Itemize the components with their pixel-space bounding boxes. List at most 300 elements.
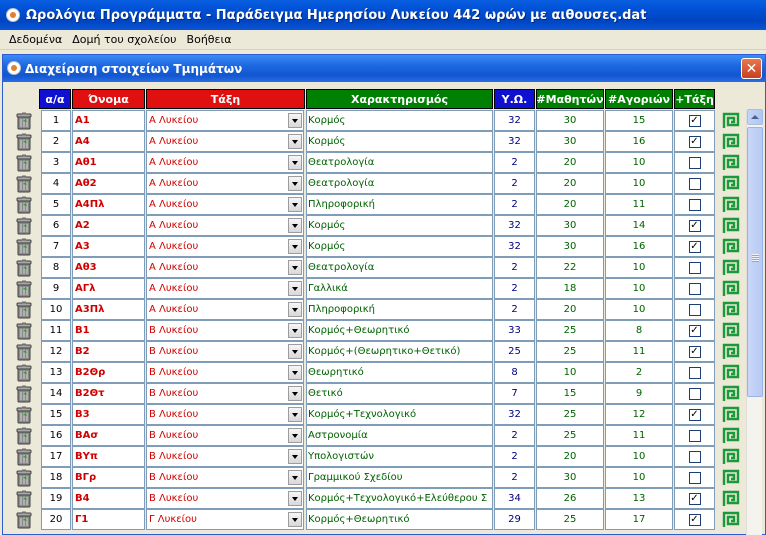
trash-icon[interactable] [14, 175, 34, 193]
chevron-down-icon[interactable] [288, 386, 302, 401]
class-select[interactable] [146, 278, 304, 299]
plus-class-cell [674, 236, 715, 257]
yo-field[interactable]: 2 [494, 278, 535, 299]
boys-field[interactable]: 10 [605, 446, 673, 467]
chevron-down-icon[interactable] [288, 428, 302, 443]
table-row [0, 425, 766, 446]
plus-class-cell [674, 278, 715, 299]
boys-field[interactable]: 10 [605, 152, 673, 173]
plus-class-cell [674, 215, 715, 236]
table-row [0, 404, 766, 425]
students-field[interactable]: 22 [536, 257, 604, 278]
class-select[interactable] [146, 488, 304, 509]
chevron-down-icon[interactable] [288, 134, 302, 149]
chevron-down-icon[interactable] [288, 491, 302, 506]
close-button[interactable] [741, 58, 762, 79]
characterization-field[interactable]: Κορμός+Τεχνολογικό+Ελεύθερου Σ [306, 488, 493, 509]
yo-field[interactable]: 8 [494, 362, 535, 383]
row-aa: 11 [41, 320, 71, 341]
yo-field[interactable]: 33 [494, 320, 535, 341]
greek-key-icon[interactable] [722, 406, 742, 424]
table-row [0, 362, 766, 383]
chevron-down-icon[interactable] [288, 365, 302, 380]
students-field[interactable]: 30 [536, 236, 604, 257]
table-row [0, 320, 766, 341]
boys-field[interactable]: 10 [605, 173, 673, 194]
characterization-field[interactable]: Γραμμικού Σχεδίου [306, 467, 493, 488]
table-row [0, 278, 766, 299]
trash-icon[interactable] [14, 259, 34, 277]
students-field[interactable]: 26 [536, 488, 604, 509]
class-select[interactable] [146, 362, 304, 383]
plus-class-cell [674, 110, 715, 131]
greek-key-icon[interactable] [722, 133, 742, 151]
plus-class-cell [674, 362, 715, 383]
greek-key-icon[interactable] [722, 238, 742, 256]
section-name-field[interactable]: Αθ3 [72, 257, 145, 278]
characterization-field[interactable]: Κορμός+Θεωρητικό [306, 320, 493, 341]
header-boys: #Αγοριών [605, 89, 673, 109]
class-select-value: Α Λυκείου [149, 241, 199, 252]
row-aa: 14 [41, 383, 71, 404]
plus-class-checkbox[interactable]: ✓ [690, 135, 699, 147]
plus-class-checkbox[interactable] [689, 472, 701, 484]
characterization-field[interactable]: Θεατρολογία [306, 173, 493, 194]
class-select-value: Β Λυκείου [149, 409, 199, 420]
row-aa: 6 [41, 215, 71, 236]
plus-class-checkbox[interactable] [689, 304, 701, 316]
table-row [0, 383, 766, 404]
class-select[interactable] [146, 446, 304, 467]
chevron-down-icon[interactable] [288, 512, 302, 527]
students-field[interactable]: 20 [536, 446, 604, 467]
plus-class-checkbox[interactable]: ✓ [690, 492, 699, 504]
class-select-value: Α Λυκείου [149, 157, 199, 168]
sections-window-title: Διαχείριση στοιχείων Τμημάτων [25, 61, 243, 76]
menu-help[interactable]: Βοήθεια [186, 33, 232, 46]
yo-field[interactable]: 2 [494, 299, 535, 320]
plus-class-cell [674, 194, 715, 215]
plus-class-cell [674, 341, 715, 362]
yo-field[interactable]: 32 [494, 110, 535, 131]
row-aa: 17 [41, 446, 71, 467]
table-row [0, 446, 766, 467]
trash-icon[interactable] [14, 343, 34, 361]
chevron-down-icon[interactable] [288, 323, 302, 338]
table-row [0, 467, 766, 488]
row-aa: 18 [41, 467, 71, 488]
greek-key-icon[interactable] [722, 196, 742, 214]
greek-key-icon[interactable] [722, 490, 742, 508]
plus-class-cell [674, 467, 715, 488]
characterization-field[interactable]: Γαλλικά [306, 278, 493, 299]
window-icon [7, 61, 21, 75]
students-field[interactable]: 25 [536, 341, 604, 362]
trash-icon[interactable] [14, 406, 34, 424]
students-field[interactable]: 25 [536, 425, 604, 446]
characterization-field[interactable]: Πληροφορική [306, 194, 493, 215]
chevron-down-icon[interactable] [288, 407, 302, 422]
table-row [0, 194, 766, 215]
greek-key-icon[interactable] [722, 217, 742, 235]
section-name-field[interactable]: Β4 [72, 488, 145, 509]
class-select[interactable] [146, 152, 304, 173]
table-header [0, 89, 766, 109]
plus-class-cell [674, 383, 715, 404]
plus-class-cell [674, 152, 715, 173]
trash-icon[interactable] [14, 469, 34, 487]
plus-class-cell [674, 488, 715, 509]
characterization-field[interactable]: Θεατρολογία [306, 152, 493, 173]
section-name-field[interactable]: Α4 [72, 131, 145, 152]
greek-key-icon[interactable] [722, 301, 742, 319]
class-select-value: Α Λυκείου [149, 304, 199, 315]
characterization-field[interactable]: Κορμός [306, 110, 493, 131]
yo-field[interactable]: 2 [494, 425, 535, 446]
class-select-value: Α Λυκείου [149, 199, 199, 210]
class-select-value: Γ Λυκείου [149, 514, 197, 525]
section-name-field[interactable]: Αθ2 [72, 173, 145, 194]
characterization-field[interactable]: Αστρονομία [306, 425, 493, 446]
plus-class-checkbox[interactable]: ✓ [690, 114, 699, 126]
trash-icon[interactable] [14, 280, 34, 298]
yo-field[interactable]: 25 [494, 341, 535, 362]
trash-icon[interactable] [14, 301, 34, 319]
class-select-value: Α Λυκείου [149, 220, 199, 231]
characterization-field[interactable]: Κορμός+Τεχνολογικό [306, 404, 493, 425]
plus-class-checkbox[interactable]: ✓ [690, 345, 699, 357]
greek-key-icon[interactable] [722, 364, 742, 382]
greek-key-icon[interactable] [722, 427, 742, 445]
plus-class-checkbox[interactable]: ✓ [690, 513, 699, 525]
header-name: Όνομα [72, 89, 145, 109]
plus-class-checkbox[interactable] [689, 430, 701, 442]
trash-icon[interactable] [14, 322, 34, 340]
app-icon [6, 8, 20, 22]
greek-key-icon[interactable] [722, 175, 742, 193]
plus-class-checkbox[interactable]: ✓ [690, 324, 699, 336]
plus-class-cell [674, 299, 715, 320]
class-select[interactable] [146, 467, 304, 488]
students-field[interactable]: 30 [536, 131, 604, 152]
students-field[interactable]: 15 [536, 383, 604, 404]
characterization-field[interactable]: Κορμός [306, 215, 493, 236]
header-yo: Υ.Ω. [494, 89, 535, 109]
row-aa: 16 [41, 425, 71, 446]
students-field[interactable]: 30 [536, 110, 604, 131]
characterization-field[interactable]: Θεωρητικό [306, 362, 493, 383]
section-name-field[interactable]: ΒΑσ [72, 425, 145, 446]
chevron-down-icon[interactable] [288, 155, 302, 170]
plus-class-cell [674, 446, 715, 467]
row-aa: 2 [41, 131, 71, 152]
class-select-value: Α Λυκείου [149, 262, 199, 273]
students-field[interactable]: 30 [536, 467, 604, 488]
plus-class-checkbox[interactable] [689, 388, 701, 400]
boys-field[interactable]: 10 [605, 467, 673, 488]
chevron-down-icon[interactable] [288, 260, 302, 275]
yo-field[interactable]: 7 [494, 383, 535, 404]
boys-field[interactable]: 9 [605, 383, 673, 404]
section-name-field[interactable]: Α3Πλ [72, 299, 145, 320]
section-name-field[interactable]: Β2Θρ [72, 362, 145, 383]
class-select-value: Β Λυκείου [149, 472, 199, 483]
class-select-value: Α Λυκείου [149, 178, 199, 189]
characterization-field[interactable]: Κορμός+(Θεωρητικο+Θετικό) [306, 341, 493, 362]
students-field[interactable]: 25 [536, 320, 604, 341]
chevron-down-icon[interactable] [288, 281, 302, 296]
class-select[interactable] [146, 404, 304, 425]
greek-key-icon[interactable] [722, 112, 742, 130]
menu-data[interactable]: Δεδομένα [9, 33, 63, 46]
chevron-down-icon[interactable] [288, 449, 302, 464]
class-select-value: Β Λυκείου [149, 430, 199, 441]
chevron-down-icon[interactable] [288, 197, 302, 212]
characterization-field[interactable]: Κορμός+Θεωρητικό [306, 509, 493, 530]
trash-icon[interactable] [14, 196, 34, 214]
section-name-field[interactable]: Β3 [72, 404, 145, 425]
chevron-down-icon[interactable] [288, 344, 302, 359]
boys-field[interactable]: 11 [605, 425, 673, 446]
section-name-field[interactable]: Β2Θτ [72, 383, 145, 404]
trash-icon[interactable] [14, 133, 34, 151]
class-select[interactable] [146, 173, 304, 194]
class-select-value: Β Λυκείου [149, 388, 199, 399]
boys-field[interactable]: 13 [605, 488, 673, 509]
menu-bar [0, 30, 766, 50]
trash-icon[interactable] [14, 448, 34, 466]
chevron-down-icon[interactable] [288, 113, 302, 128]
characterization-field[interactable]: Κορμός [306, 131, 493, 152]
boys-field[interactable]: 8 [605, 320, 673, 341]
row-aa: 9 [41, 278, 71, 299]
class-select-value: Α Λυκείου [149, 283, 199, 294]
boys-field[interactable]: 11 [605, 341, 673, 362]
characterization-field[interactable]: Θεατρολογία [306, 257, 493, 278]
yo-field[interactable]: 2 [494, 257, 535, 278]
trash-icon[interactable] [14, 511, 34, 529]
section-name-field[interactable]: Γ1 [72, 509, 145, 530]
scroll-thumb[interactable] [747, 127, 763, 397]
characterization-field[interactable]: Υπολογιστών [306, 446, 493, 467]
plus-class-checkbox[interactable] [689, 157, 701, 169]
greek-key-icon[interactable] [722, 511, 742, 529]
table-row [0, 131, 766, 152]
class-select[interactable] [146, 110, 304, 131]
greek-key-icon[interactable] [722, 322, 742, 340]
vertical-scrollbar[interactable] [746, 109, 762, 535]
yo-field[interactable]: 2 [494, 446, 535, 467]
row-aa: 1 [41, 110, 71, 131]
yo-field[interactable]: 32 [494, 404, 535, 425]
row-aa: 3 [41, 152, 71, 173]
row-aa: 19 [41, 488, 71, 509]
row-aa: 7 [41, 236, 71, 257]
section-name-field[interactable]: Α4Πλ [72, 194, 145, 215]
class-select-value: Α Λυκείου [149, 115, 199, 126]
plus-class-cell [674, 173, 715, 194]
table-row [0, 299, 766, 320]
table-row [0, 341, 766, 362]
boys-field[interactable]: 2 [605, 362, 673, 383]
plus-class-checkbox[interactable] [689, 283, 701, 295]
plus-class-cell [674, 404, 715, 425]
characterization-field[interactable]: Θετικό [306, 383, 493, 404]
class-select-value: Α Λυκείου [149, 136, 199, 147]
greek-key-icon[interactable] [722, 385, 742, 403]
table-row [0, 488, 766, 509]
section-name-field[interactable]: Β1 [72, 320, 145, 341]
section-name-field[interactable]: Α3 [72, 236, 145, 257]
class-select[interactable] [146, 320, 304, 341]
row-aa: 4 [41, 173, 71, 194]
plus-class-cell [674, 131, 715, 152]
class-select-value: Β Λυκείου [149, 325, 199, 336]
section-name-field[interactable]: Αθ1 [72, 152, 145, 173]
section-name-field[interactable]: Β2 [72, 341, 145, 362]
class-select[interactable] [146, 299, 304, 320]
plus-class-cell [674, 425, 715, 446]
class-select[interactable] [146, 509, 304, 530]
section-name-field[interactable]: ΒΓρ [72, 467, 145, 488]
characterization-field[interactable]: Πληροφορική [306, 299, 493, 320]
students-field[interactable]: 10 [536, 362, 604, 383]
header-students: #Μαθητών [536, 89, 604, 109]
plus-class-checkbox[interactable] [689, 199, 701, 211]
students-field[interactable]: 20 [536, 152, 604, 173]
class-select-value: Β Λυκείου [149, 346, 199, 357]
plus-class-cell [674, 509, 715, 530]
row-aa: 12 [41, 341, 71, 362]
section-name-field[interactable]: Α1 [72, 110, 145, 131]
header-class: Τάξη [146, 89, 305, 109]
plus-class-checkbox[interactable]: ✓ [690, 219, 699, 231]
header-plus-class: +Τάξη [674, 89, 715, 109]
yo-field[interactable]: 2 [494, 173, 535, 194]
students-field[interactable]: 18 [536, 278, 604, 299]
class-select[interactable] [146, 194, 304, 215]
header-characterization: Χαρακτηρισμός [306, 89, 493, 109]
class-select[interactable] [146, 215, 304, 236]
students-field[interactable]: 20 [536, 173, 604, 194]
students-field[interactable]: 30 [536, 215, 604, 236]
section-name-field[interactable]: Α2 [72, 215, 145, 236]
plus-class-cell [674, 320, 715, 341]
students-field[interactable]: 20 [536, 299, 604, 320]
class-select[interactable] [146, 341, 304, 362]
yo-field[interactable]: 2 [494, 152, 535, 173]
yo-field[interactable]: 34 [494, 488, 535, 509]
characterization-field[interactable]: Κορμός [306, 236, 493, 257]
table-row [0, 257, 766, 278]
trash-icon[interactable] [14, 217, 34, 235]
table-row [0, 152, 766, 173]
class-select[interactable] [146, 383, 304, 404]
yo-field[interactable]: 32 [494, 215, 535, 236]
section-name-field[interactable]: ΒΥπ [72, 446, 145, 467]
chevron-down-icon[interactable] [288, 239, 302, 254]
plus-class-checkbox[interactable] [689, 367, 701, 379]
plus-class-checkbox[interactable] [689, 262, 701, 274]
greek-key-icon[interactable] [722, 343, 742, 361]
class-select-value: Β Λυκείου [149, 451, 199, 462]
boys-field[interactable]: 14 [605, 215, 673, 236]
greek-key-icon[interactable] [722, 280, 742, 298]
table-row [0, 236, 766, 257]
class-select[interactable] [146, 131, 304, 152]
greek-key-icon[interactable] [722, 154, 742, 172]
chevron-down-icon[interactable] [288, 302, 302, 317]
class-select[interactable] [146, 257, 304, 278]
boys-field[interactable]: 16 [605, 236, 673, 257]
boys-field[interactable]: 10 [605, 278, 673, 299]
close-icon: ✕ [745, 60, 758, 77]
table-row [0, 110, 766, 131]
yo-field[interactable]: 32 [494, 131, 535, 152]
chevron-down-icon[interactable] [288, 218, 302, 233]
row-aa: 8 [41, 257, 71, 278]
trash-icon[interactable] [14, 112, 34, 130]
students-field[interactable]: 25 [536, 509, 604, 530]
row-aa: 15 [41, 404, 71, 425]
boys-field[interactable]: 12 [605, 404, 673, 425]
yo-field[interactable]: 2 [494, 467, 535, 488]
table-row [0, 173, 766, 194]
class-select[interactable] [146, 236, 304, 257]
trash-icon[interactable] [14, 364, 34, 382]
students-field[interactable]: 25 [536, 404, 604, 425]
greek-key-icon[interactable] [722, 469, 742, 487]
boys-field[interactable]: 15 [605, 110, 673, 131]
boys-field[interactable]: 16 [605, 131, 673, 152]
trash-icon[interactable] [14, 385, 34, 403]
plus-class-checkbox[interactable]: ✓ [690, 240, 699, 252]
trash-icon[interactable] [14, 427, 34, 445]
plus-class-cell [674, 257, 715, 278]
greek-key-icon[interactable] [722, 448, 742, 466]
greek-key-icon[interactable] [722, 259, 742, 277]
scroll-up-button[interactable] [747, 109, 763, 125]
row-aa: 20 [41, 509, 71, 530]
app-title: Ωρολόγια Προγράμματα - Παράδειγμα Ημερησίου Λυκείου 442 ωρών με αιθουσες.dat [26, 7, 647, 23]
class-select-value: Β Λυκείου [149, 493, 199, 504]
menu-school-structure[interactable]: Δομή του σχολείου [72, 33, 177, 46]
chevron-down-icon[interactable] [288, 470, 302, 485]
yo-field[interactable]: 2 [494, 194, 535, 215]
app-title-bar [0, 0, 766, 30]
boys-field[interactable]: 10 [605, 299, 673, 320]
boys-field[interactable]: 11 [605, 194, 673, 215]
class-select[interactable] [146, 425, 304, 446]
plus-class-checkbox[interactable] [689, 178, 701, 190]
trash-icon[interactable] [14, 238, 34, 256]
header-aa: α/α [39, 89, 71, 109]
yo-field[interactable]: 29 [494, 509, 535, 530]
trash-icon[interactable] [14, 490, 34, 508]
chevron-down-icon[interactable] [288, 176, 302, 191]
boys-field[interactable]: 17 [605, 509, 673, 530]
trash-icon[interactable] [14, 154, 34, 172]
row-aa: 5 [41, 194, 71, 215]
plus-class-checkbox[interactable] [689, 451, 701, 463]
yo-field[interactable]: 32 [494, 236, 535, 257]
students-field[interactable]: 20 [536, 194, 604, 215]
sections-window-title-bar [3, 55, 765, 82]
boys-field[interactable]: 10 [605, 257, 673, 278]
plus-class-checkbox[interactable]: ✓ [690, 408, 699, 420]
class-select-value: Β Λυκείου [149, 367, 199, 378]
section-name-field[interactable]: ΑΓλ [72, 278, 145, 299]
